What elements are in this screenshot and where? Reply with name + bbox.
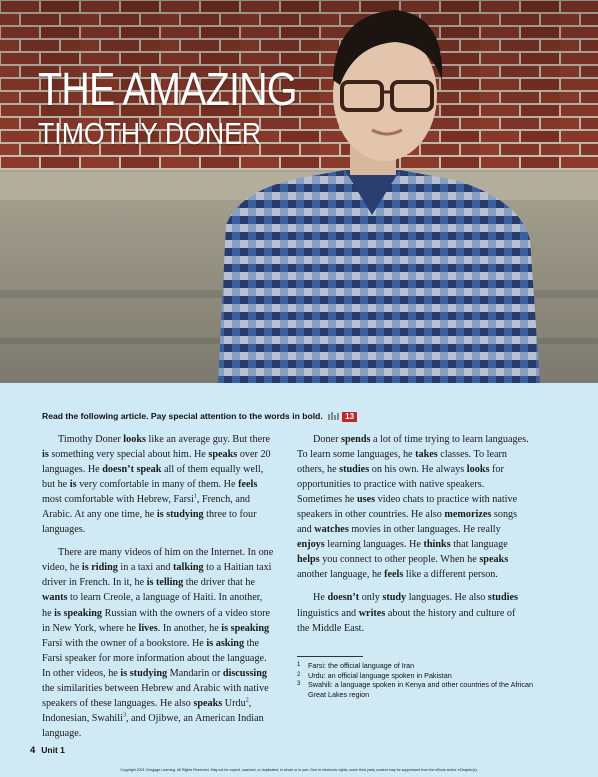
article-paragraph: Doner spends a lot of time trying to learn languages. To learn some languages, he takes classes. To learn others, he studies on his own. He always looks for opportunities to practice with native speakers. Sometimes he uses video chats to practice with native speakers in other countries. He also memorizes songs and watches movies in other languages. He really enjoys learning languages. He thinks that language helps you connect to other people. When he speaks another language, he feels like a different person. [297, 434, 529, 581]
article-title-line1: THE AMAZING [38, 63, 297, 115]
footnote-divider [297, 656, 363, 657]
reading-instructions [42, 411, 357, 422]
page-number: 4 [30, 745, 36, 756]
audio-icon[interactable] [328, 411, 340, 422]
footnote [297, 680, 542, 699]
instructions-text: Read the following article. Pay special attention to the words in bold. [42, 411, 323, 421]
footnote [297, 671, 542, 681]
article-paragraph: Timothy Doner looks like an average guy. But there is something very special about him. He speaks over 20 languages. He doesn’t speak all of them equally well, but he is very comfortable in many of them. He feels most comfortable with Hebrew, Farsi$^1$, French, and Arabic. At any one time, he is studying three to four languages. [42, 434, 271, 536]
copyright-notice: Copyright 2021 Cengage Learning. All Rights Reserved. May not be copied, scanned, or duplicated, in whole or in part. Due to electronic rights, some third party content may be suppressed from the eBook and/or eChapter(s). [120, 768, 478, 772]
article-paragraph: There are many videos of him on the Internet. In one video, he is riding in a taxi and talking to a Haitian taxi driver in French. In it, he is telling the driver that he wants to learn Creole, a language of Haiti. In another, he is speaking Russian with the owners of a video store in New York, where he lives. In another, he is speaking Farsi with the owner of a bookstore. He is asking the Farsi speaker for more information about the language. In other videos, he is studying Mandarin or discussing the similarities between Hebrew and Arabic with native speakers of these languages. He also speaks Urdu$^2$, Indonesian, Swahili$^3$, and Ojibwe, an American Indian language. [42, 547, 274, 739]
page-footer [30, 745, 65, 756]
hero-photo-illustration [0, 0, 598, 383]
footnote-text: Farsi: the official language of Iran [308, 661, 415, 670]
footnote-number: 2 [297, 671, 301, 678]
footnote-text: Urdu: an official language spoken in Pakistan [308, 670, 452, 680]
footnote-number: 1 [297, 662, 301, 668]
article-title-line2: TIMOTHY DONER [38, 116, 262, 151]
article-column-1 [42, 432, 274, 749]
hero-photo [0, 0, 598, 383]
audio-track-number[interactable]: 13 [342, 412, 357, 422]
footnote [297, 661, 542, 671]
footnote-number: 3 [297, 681, 301, 687]
footnotes [297, 661, 542, 699]
unit-label: Unit 1 [41, 745, 65, 755]
article-paragraph: He doesn’t only study languages. He also studies linguistics and writes about the history and culture of the Middle East. [297, 592, 518, 634]
footnote-text: Swahili: a language spoken in Kenya and other countries of the African Great Lakes region [308, 680, 533, 699]
article-column-2 [297, 432, 529, 644]
